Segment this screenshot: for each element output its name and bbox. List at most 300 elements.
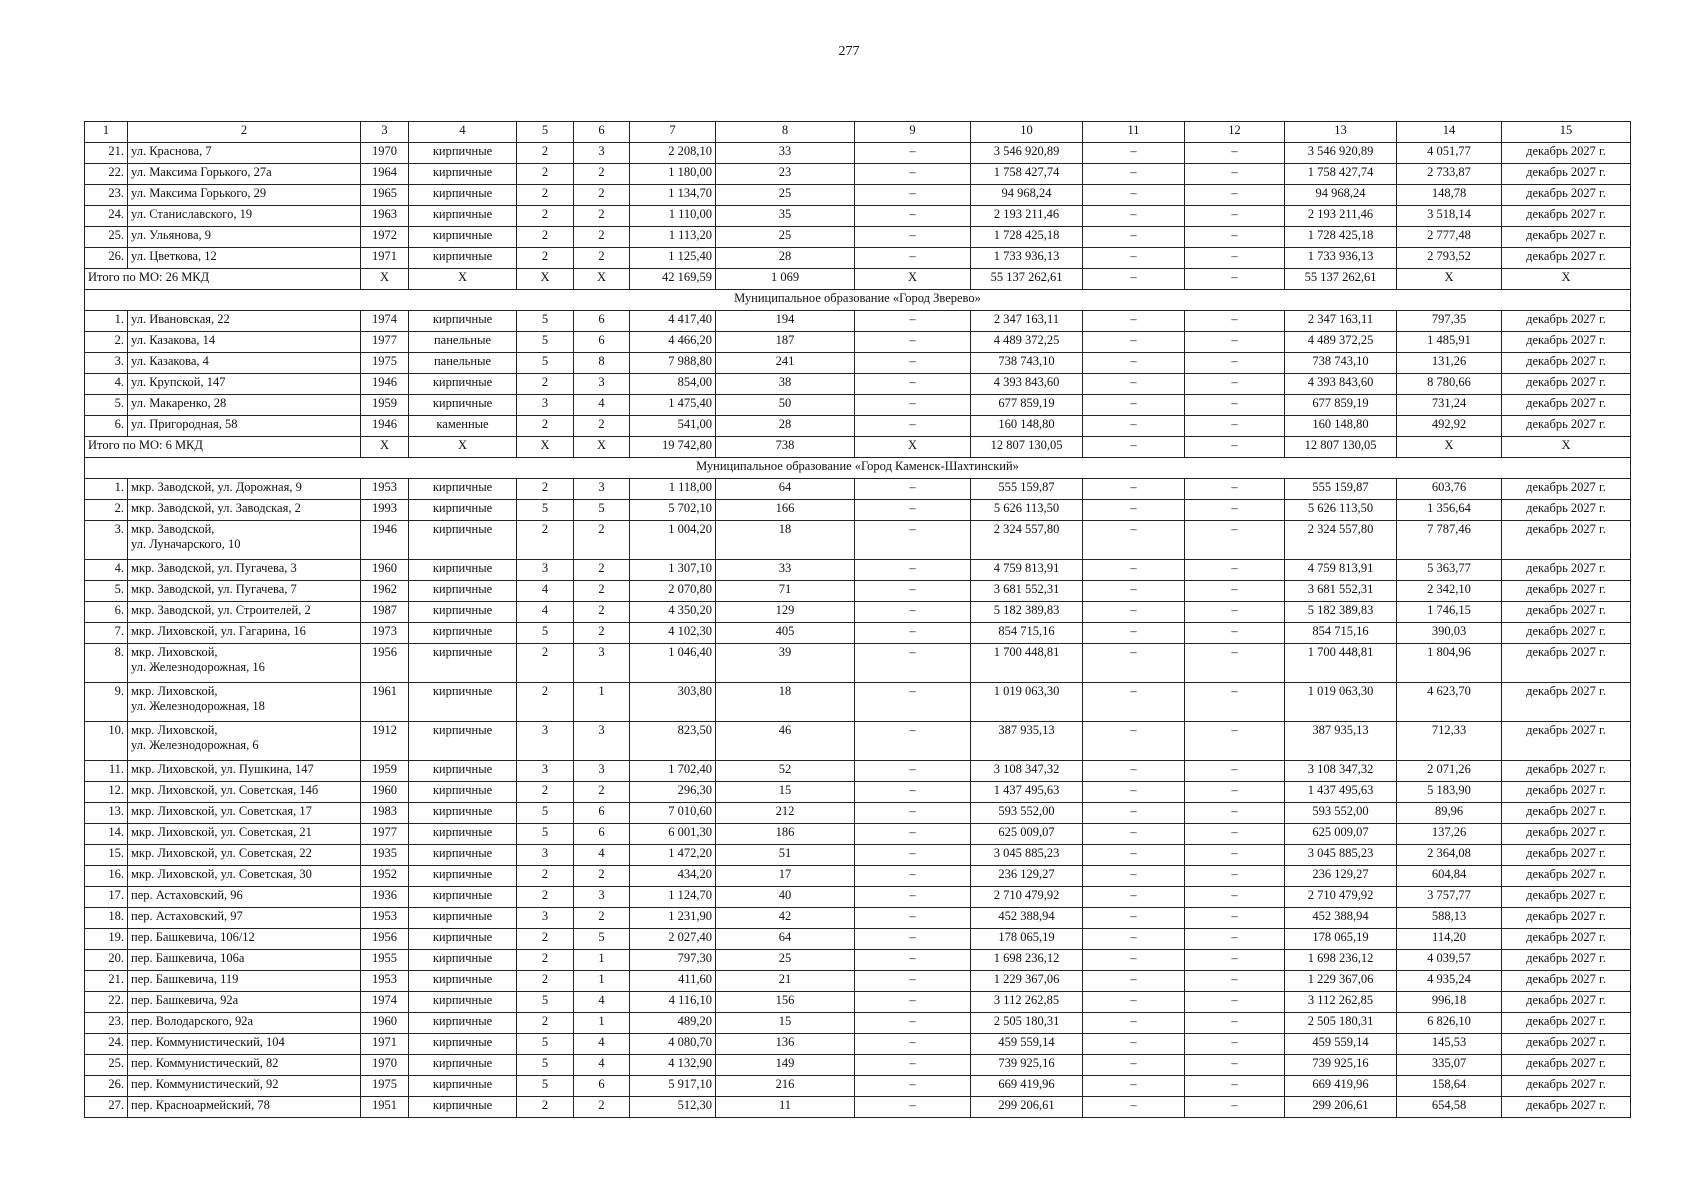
address-line-2: ул. Железнодорожная, 18	[131, 699, 265, 713]
repair-cost: 738 743,10	[971, 353, 1083, 374]
table-row	[85, 623, 1631, 644]
deadline: декабрь 2027 г.	[1502, 227, 1631, 248]
residents: 149	[716, 1055, 855, 1076]
floors: 5	[517, 332, 574, 353]
floors: 2	[517, 929, 574, 950]
col-9: –	[855, 227, 971, 248]
year-built: 1974	[361, 311, 409, 332]
col-11: –	[1083, 353, 1185, 374]
col-13: 2 710 479,92	[1285, 887, 1397, 908]
specific-cost: 4 051,77	[1397, 143, 1502, 164]
col-12: –	[1185, 416, 1285, 437]
deadline: декабрь 2027 г.	[1502, 374, 1631, 395]
col-11: –	[1083, 824, 1185, 845]
address: пер. Башкевича, 106/12	[128, 929, 361, 950]
col-12: –	[1185, 206, 1285, 227]
column-number-row	[85, 122, 1631, 143]
entrances: 3	[574, 374, 630, 395]
total-area: 1 702,40	[630, 761, 716, 782]
wall-material: кирпичные	[409, 227, 517, 248]
entrances: 2	[574, 206, 630, 227]
specific-cost: 2 364,08	[1397, 845, 1502, 866]
repair-cost: 236 129,27	[971, 866, 1083, 887]
table-row	[85, 206, 1631, 227]
wall-material: кирпичные	[409, 992, 517, 1013]
specific-cost: 2 777,48	[1397, 227, 1502, 248]
entrances: 2	[574, 185, 630, 206]
col-9: X	[855, 437, 971, 458]
col-9: –	[855, 761, 971, 782]
row-number: 7.	[85, 623, 128, 644]
address: пер. Башкевича, 119	[128, 971, 361, 992]
col-9: –	[855, 908, 971, 929]
row-number: 1.	[85, 479, 128, 500]
col-9: –	[855, 992, 971, 1013]
deadline: декабрь 2027 г.	[1502, 866, 1631, 887]
col-9: –	[855, 560, 971, 581]
row-number: 8.	[85, 644, 128, 683]
address-line-1: мкр. Лиховской,	[131, 684, 218, 698]
residents: 39	[716, 644, 855, 683]
entrances: 4	[574, 992, 630, 1013]
residents: 38	[716, 374, 855, 395]
col-12: –	[1185, 353, 1285, 374]
entrances: 8	[574, 353, 630, 374]
deadline: декабрь 2027 г.	[1502, 206, 1631, 227]
col-12: –	[1185, 803, 1285, 824]
table-row	[85, 227, 1631, 248]
specific-cost: 2 071,26	[1397, 761, 1502, 782]
col-9: –	[855, 206, 971, 227]
table-row	[85, 143, 1631, 164]
col-12: –	[1185, 644, 1285, 683]
repair-cost: 3 108 347,32	[971, 761, 1083, 782]
col-11: –	[1083, 185, 1185, 206]
total-row	[85, 437, 1631, 458]
row-number: 5.	[85, 395, 128, 416]
table-row	[85, 248, 1631, 269]
col-12: –	[1185, 1034, 1285, 1055]
table-body	[85, 122, 1631, 1118]
col-11: –	[1083, 164, 1185, 185]
col-12: –	[1185, 1097, 1285, 1118]
total-area: 4 132,90	[630, 1055, 716, 1076]
repair-cost: 4 489 372,25	[971, 332, 1083, 353]
col-9: –	[855, 1055, 971, 1076]
col-12: –	[1185, 722, 1285, 761]
column-number: 10	[971, 122, 1083, 143]
total-area: 854,00	[630, 374, 716, 395]
col-9: –	[855, 683, 971, 722]
col-13: 4 393 843,60	[1285, 374, 1397, 395]
col-11: –	[1083, 248, 1185, 269]
column-number: 8	[716, 122, 855, 143]
year-built: 1962	[361, 581, 409, 602]
floors: 5	[517, 1034, 574, 1055]
row-number: 6.	[85, 602, 128, 623]
col-12: –	[1185, 929, 1285, 950]
year-built: 1912	[361, 722, 409, 761]
address-line-2: ул. Железнодорожная, 16	[131, 660, 265, 674]
total-area: 1 124,70	[630, 887, 716, 908]
deadline: декабрь 2027 г.	[1502, 416, 1631, 437]
table-row	[85, 521, 1631, 560]
wall-material: кирпичные	[409, 602, 517, 623]
entrances: X	[574, 269, 630, 290]
total-area: 19 742,80	[630, 437, 716, 458]
deadline: декабрь 2027 г.	[1502, 602, 1631, 623]
entrances: 4	[574, 1034, 630, 1055]
col-9: –	[855, 1097, 971, 1118]
col-12: –	[1185, 602, 1285, 623]
repair-cost: 3 546 920,89	[971, 143, 1083, 164]
col-9: –	[855, 479, 971, 500]
col-12: –	[1185, 395, 1285, 416]
deadline: декабрь 2027 г.	[1502, 1097, 1631, 1118]
entrances: 3	[574, 722, 630, 761]
floors: 2	[517, 248, 574, 269]
col-12: –	[1185, 761, 1285, 782]
row-number: 19.	[85, 929, 128, 950]
deadline: декабрь 2027 г.	[1502, 683, 1631, 722]
specific-cost: 654,58	[1397, 1097, 1502, 1118]
residents: 33	[716, 143, 855, 164]
wall-material: каменные	[409, 416, 517, 437]
table-row	[85, 803, 1631, 824]
address-line-2: ул. Железнодорожная, 6	[131, 738, 259, 752]
col-11: –	[1083, 374, 1185, 395]
specific-cost: 2 793,52	[1397, 248, 1502, 269]
row-number: 12.	[85, 782, 128, 803]
address: мкр. Лиховской, ул. Советская, 30	[128, 866, 361, 887]
entrances: X	[574, 437, 630, 458]
table-row	[85, 602, 1631, 623]
floors: 2	[517, 887, 574, 908]
specific-cost: 6 826,10	[1397, 1013, 1502, 1034]
total-area: 5 917,10	[630, 1076, 716, 1097]
address: пер. Астаховский, 97	[128, 908, 361, 929]
wall-material: X	[409, 269, 517, 290]
residents: 136	[716, 1034, 855, 1055]
column-number: 4	[409, 122, 517, 143]
total-area: 4 350,20	[630, 602, 716, 623]
col-13: 459 559,14	[1285, 1034, 1397, 1055]
floors: X	[517, 269, 574, 290]
address: мкр. Лиховской, ул. Советская, 14б	[128, 782, 361, 803]
col-11: –	[1083, 908, 1185, 929]
col-12: –	[1185, 227, 1285, 248]
total-area: 42 169,59	[630, 269, 716, 290]
col-11: –	[1083, 437, 1185, 458]
repair-cost: 5 182 389,83	[971, 602, 1083, 623]
entrances: 3	[574, 479, 630, 500]
floors: 5	[517, 311, 574, 332]
col-12: –	[1185, 437, 1285, 458]
specific-cost: 5 363,77	[1397, 560, 1502, 581]
col-13: 1 733 936,13	[1285, 248, 1397, 269]
entrances: 2	[574, 227, 630, 248]
address: пер. Башкевича, 92а	[128, 992, 361, 1013]
col-11: –	[1083, 887, 1185, 908]
col-12: –	[1185, 521, 1285, 560]
year-built: 1975	[361, 353, 409, 374]
residents: 25	[716, 950, 855, 971]
row-number: 21.	[85, 971, 128, 992]
floors: 5	[517, 353, 574, 374]
deadline: декабрь 2027 г.	[1502, 581, 1631, 602]
col-11: –	[1083, 1055, 1185, 1076]
year-built: 1987	[361, 602, 409, 623]
table-row	[85, 560, 1631, 581]
address: ул. Максима Горького, 27а	[128, 164, 361, 185]
col-13: 2 347 163,11	[1285, 311, 1397, 332]
address	[128, 521, 361, 560]
residents: 194	[716, 311, 855, 332]
col-11: –	[1083, 332, 1185, 353]
repair-cost: 452 388,94	[971, 908, 1083, 929]
col-11: –	[1083, 929, 1185, 950]
repair-cost: 739 925,16	[971, 1055, 1083, 1076]
address: пер. Володарского, 92а	[128, 1013, 361, 1034]
col-11: –	[1083, 950, 1185, 971]
table-row	[85, 845, 1631, 866]
year-built: 1946	[361, 416, 409, 437]
col-9: –	[855, 395, 971, 416]
entrances: 3	[574, 644, 630, 683]
entrances: 2	[574, 908, 630, 929]
total-area: 797,30	[630, 950, 716, 971]
address: ул. Ульянова, 9	[128, 227, 361, 248]
address-line-2: ул. Луначарского, 10	[131, 537, 241, 551]
col-9: –	[855, 1034, 971, 1055]
entrances: 5	[574, 500, 630, 521]
deadline: декабрь 2027 г.	[1502, 950, 1631, 971]
table-row	[85, 332, 1631, 353]
address: мкр. Лиховской, ул. Советская, 22	[128, 845, 361, 866]
repair-cost: 1 698 236,12	[971, 950, 1083, 971]
entrances: 6	[574, 824, 630, 845]
residents: 216	[716, 1076, 855, 1097]
repair-cost: 677 859,19	[971, 395, 1083, 416]
floors: 2	[517, 374, 574, 395]
col-12: –	[1185, 971, 1285, 992]
entrances: 2	[574, 560, 630, 581]
address: ул. Цветкова, 12	[128, 248, 361, 269]
residents: 21	[716, 971, 855, 992]
row-number: 6.	[85, 416, 128, 437]
residents: 40	[716, 887, 855, 908]
total-area: 1 118,00	[630, 479, 716, 500]
entrances: 4	[574, 395, 630, 416]
floors: 2	[517, 143, 574, 164]
year-built: 1975	[361, 1076, 409, 1097]
row-number: 24.	[85, 1034, 128, 1055]
repair-cost: 1 700 448,81	[971, 644, 1083, 683]
page-number: 277	[838, 44, 860, 59]
col-11: –	[1083, 560, 1185, 581]
col-9: –	[855, 332, 971, 353]
floors: 5	[517, 500, 574, 521]
repair-cost: 4 759 813,91	[971, 560, 1083, 581]
residents: 25	[716, 227, 855, 248]
total-area: 4 080,70	[630, 1034, 716, 1055]
col-13: 12 807 130,05	[1285, 437, 1397, 458]
residents: 18	[716, 521, 855, 560]
column-number: 3	[361, 122, 409, 143]
row-number: 23.	[85, 1013, 128, 1034]
col-12: –	[1185, 143, 1285, 164]
entrances: 2	[574, 416, 630, 437]
address: ул. Казакова, 14	[128, 332, 361, 353]
col-13: 55 137 262,61	[1285, 269, 1397, 290]
deadline: декабрь 2027 г.	[1502, 311, 1631, 332]
col-12: –	[1185, 623, 1285, 644]
address: пер. Астаховский, 96	[128, 887, 361, 908]
residents: 42	[716, 908, 855, 929]
col-11: –	[1083, 992, 1185, 1013]
floors: 2	[517, 1013, 574, 1034]
specific-cost: 797,35	[1397, 311, 1502, 332]
repair-cost: 854 715,16	[971, 623, 1083, 644]
address: мкр. Заводской, ул. Пугачева, 7	[128, 581, 361, 602]
table-row	[85, 353, 1631, 374]
deadline: декабрь 2027 г.	[1502, 992, 1631, 1013]
specific-cost: 3 757,77	[1397, 887, 1502, 908]
repair-cost: 3 045 885,23	[971, 845, 1083, 866]
year-built: 1971	[361, 1034, 409, 1055]
row-number: 10.	[85, 722, 128, 761]
residents: 15	[716, 782, 855, 803]
year-built: X	[361, 269, 409, 290]
col-13: 4 489 372,25	[1285, 332, 1397, 353]
col-9: –	[855, 353, 971, 374]
residents: 212	[716, 803, 855, 824]
address	[128, 722, 361, 761]
section-title: Муниципальное образование «Город Зверево»	[85, 290, 1631, 311]
wall-material: панельные	[409, 332, 517, 353]
col-12: –	[1185, 164, 1285, 185]
column-number: 6	[574, 122, 630, 143]
col-13: 3 681 552,31	[1285, 581, 1397, 602]
col-13: 160 148,80	[1285, 416, 1397, 437]
wall-material: кирпичные	[409, 374, 517, 395]
floors: 3	[517, 761, 574, 782]
entrances: 2	[574, 581, 630, 602]
table-row	[85, 950, 1631, 971]
col-9: –	[855, 521, 971, 560]
col-12: –	[1185, 824, 1285, 845]
col-13: 3 546 920,89	[1285, 143, 1397, 164]
col-9: –	[855, 803, 971, 824]
col-9: –	[855, 185, 971, 206]
table-row	[85, 992, 1631, 1013]
row-number: 25.	[85, 1055, 128, 1076]
deadline: декабрь 2027 г.	[1502, 185, 1631, 206]
col-11: –	[1083, 845, 1185, 866]
row-number: 26.	[85, 248, 128, 269]
row-number: 20.	[85, 950, 128, 971]
specific-cost: 4 039,57	[1397, 950, 1502, 971]
specific-cost: 114,20	[1397, 929, 1502, 950]
row-number: 2.	[85, 500, 128, 521]
row-number: 4.	[85, 560, 128, 581]
year-built: 1977	[361, 824, 409, 845]
col-9: –	[855, 1013, 971, 1034]
year-built: 1946	[361, 521, 409, 560]
entrances: 1	[574, 950, 630, 971]
col-9: –	[855, 248, 971, 269]
col-13: 5 182 389,83	[1285, 602, 1397, 623]
year-built: 1960	[361, 1013, 409, 1034]
col-9: –	[855, 500, 971, 521]
address: ул. Макаренко, 28	[128, 395, 361, 416]
total-area: 2 208,10	[630, 143, 716, 164]
floors: 5	[517, 803, 574, 824]
row-number: 13.	[85, 803, 128, 824]
address-line-1: мкр. Лиховской,	[131, 645, 218, 659]
residents: 51	[716, 845, 855, 866]
repair-cost: 160 148,80	[971, 416, 1083, 437]
repair-cost: 1 733 936,13	[971, 248, 1083, 269]
col-9: –	[855, 374, 971, 395]
deadline: X	[1502, 437, 1631, 458]
floors: 5	[517, 824, 574, 845]
floors: 2	[517, 206, 574, 227]
column-number: 15	[1502, 122, 1631, 143]
year-built: 1963	[361, 206, 409, 227]
col-12: –	[1185, 908, 1285, 929]
row-number: 9.	[85, 683, 128, 722]
deadline: декабрь 2027 г.	[1502, 971, 1631, 992]
total-area: 1 475,40	[630, 395, 716, 416]
col-11: –	[1083, 1034, 1185, 1055]
entrances: 6	[574, 332, 630, 353]
table-row	[85, 311, 1631, 332]
wall-material: кирпичные	[409, 1076, 517, 1097]
table-row	[85, 761, 1631, 782]
row-number: 23.	[85, 185, 128, 206]
address: ул. Краснова, 7	[128, 143, 361, 164]
col-11: –	[1083, 206, 1185, 227]
wall-material: кирпичные	[409, 950, 517, 971]
wall-material: кирпичные	[409, 311, 517, 332]
entrances: 2	[574, 1097, 630, 1118]
specific-cost: 2 342,10	[1397, 581, 1502, 602]
col-12: –	[1185, 1055, 1285, 1076]
total-area: 296,30	[630, 782, 716, 803]
specific-cost: 1 485,91	[1397, 332, 1502, 353]
wall-material: кирпичные	[409, 206, 517, 227]
deadline: декабрь 2027 г.	[1502, 1013, 1631, 1034]
entrances: 4	[574, 845, 630, 866]
specific-cost: 604,84	[1397, 866, 1502, 887]
year-built: 1971	[361, 248, 409, 269]
col-11: –	[1083, 521, 1185, 560]
table-row	[85, 644, 1631, 683]
col-13: 5 626 113,50	[1285, 500, 1397, 521]
table-row	[85, 1034, 1631, 1055]
deadline: декабрь 2027 г.	[1502, 560, 1631, 581]
col-13: 1 437 495,63	[1285, 782, 1397, 803]
wall-material: кирпичные	[409, 1013, 517, 1034]
specific-cost: 588,13	[1397, 908, 1502, 929]
col-13: 387 935,13	[1285, 722, 1397, 761]
specific-cost: 996,18	[1397, 992, 1502, 1013]
table-row	[85, 1076, 1631, 1097]
wall-material: кирпичные	[409, 395, 517, 416]
wall-material: кирпичные	[409, 479, 517, 500]
col-12: –	[1185, 950, 1285, 971]
